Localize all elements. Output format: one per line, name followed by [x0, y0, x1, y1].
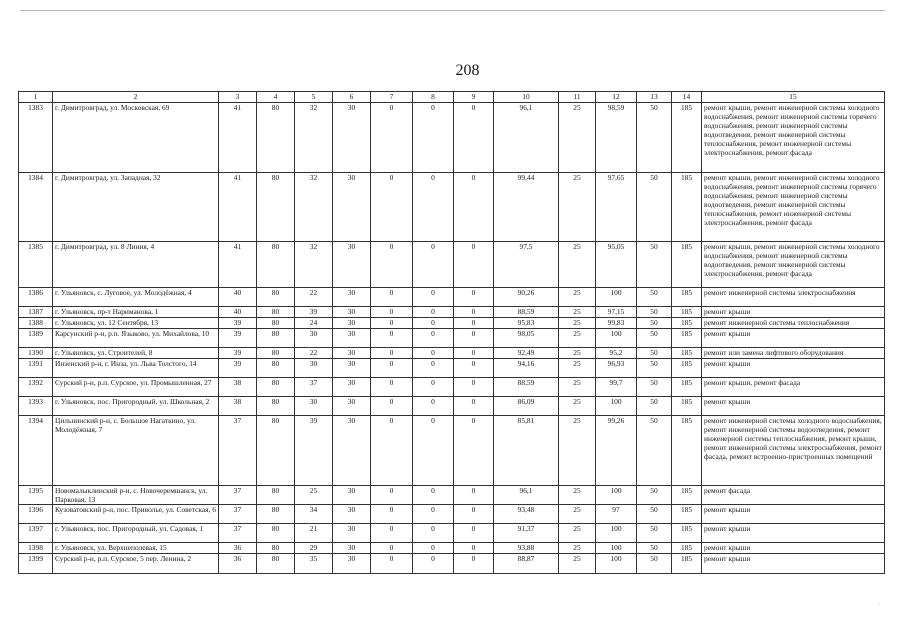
cell-col-5: 32	[295, 242, 333, 288]
cell-col-14: 185	[672, 348, 702, 359]
cell-col-2: г. Ульяновск, ул. Верхнеполевая, 15	[53, 543, 219, 554]
column-header-3: 3	[219, 92, 257, 103]
cell-col-7: 0	[371, 486, 413, 505]
cell-col-5: 37	[295, 378, 333, 397]
cell-col-5: 35	[295, 554, 333, 574]
cell-col-3: 37	[219, 416, 257, 486]
cell-col-9: 0	[454, 329, 494, 348]
cell-col-15: ремонт крыши	[702, 524, 885, 543]
table-row	[19, 288, 885, 307]
table-row	[19, 416, 885, 486]
cell-col-7: 0	[371, 416, 413, 486]
cell-col-3: 41	[219, 173, 257, 242]
column-header-5: 5	[295, 92, 333, 103]
cell-col-7: 0	[371, 242, 413, 288]
cell-col-14: 185	[672, 543, 702, 554]
cell-col-5: 24	[295, 318, 333, 329]
column-header-10: 10	[494, 92, 559, 103]
cell-col-12: 100	[596, 288, 637, 307]
table-row	[19, 543, 885, 554]
cell-col-6: 30	[333, 173, 371, 242]
cell-col-2: Сурский р-н, р.п. Сурское, 5 пер. Ленина, 2	[53, 554, 219, 574]
cell-col-11: 25	[559, 359, 596, 378]
cell-col-13: 50	[637, 543, 672, 554]
cell-col-1: 1390	[19, 348, 53, 359]
cell-col-1: 1396	[19, 505, 53, 524]
cell-col-1: 1394	[19, 416, 53, 486]
cell-col-11: 25	[559, 307, 596, 318]
cell-col-1: 1398	[19, 543, 53, 554]
cell-col-1: 1391	[19, 359, 53, 378]
cell-col-3: 36	[219, 543, 257, 554]
cell-col-5: 30	[295, 329, 333, 348]
page-number: 208	[455, 62, 480, 79]
cell-col-10: 96,1	[494, 103, 559, 173]
cell-col-4: 80	[257, 397, 295, 416]
table-body	[19, 103, 885, 574]
cell-col-12: 96,93	[596, 359, 637, 378]
cell-col-11: 25	[559, 348, 596, 359]
cell-col-11: 25	[559, 318, 596, 329]
cell-col-14: 185	[672, 318, 702, 329]
cell-col-10: 91,37	[494, 524, 559, 543]
cell-col-8: 0	[413, 543, 454, 554]
column-header-2: 2	[53, 92, 219, 103]
cell-col-5: 25	[295, 486, 333, 505]
top-rule	[20, 10, 885, 11]
cell-col-12: 98,59	[596, 103, 637, 173]
cell-col-1: 1397	[19, 524, 53, 543]
cell-col-7: 0	[371, 103, 413, 173]
cell-col-10: 88,87	[494, 554, 559, 574]
cell-col-4: 80	[257, 103, 295, 173]
cell-col-3: 40	[219, 307, 257, 318]
cell-col-12: 99,83	[596, 318, 637, 329]
cell-col-8: 0	[413, 348, 454, 359]
cell-col-2: г. Ульяновск, с. Луговое, ул. Молодёжная, 4	[53, 288, 219, 307]
cell-col-4: 80	[257, 348, 295, 359]
cell-col-2: г. Ульяновск, пр-т Нариманова, 1	[53, 307, 219, 318]
column-header-1: 1	[19, 92, 53, 103]
cell-col-7: 0	[371, 307, 413, 318]
cell-col-13: 50	[637, 359, 672, 378]
column-header-14: 14	[672, 92, 702, 103]
cell-col-2: Новомалыклинский р-н, с. Новочеремшанск, ул. Парковая, 13	[53, 486, 219, 505]
cell-col-5: 29	[295, 543, 333, 554]
cell-col-6: 30	[333, 348, 371, 359]
cell-col-12: 97,65	[596, 173, 637, 242]
cell-col-15: ремонт инженерной системы теплоснабжения	[702, 318, 885, 329]
table-row	[19, 378, 885, 397]
cell-col-10: 94,16	[494, 359, 559, 378]
table-row	[19, 505, 885, 524]
table-row	[19, 329, 885, 348]
cell-col-4: 80	[257, 329, 295, 348]
cell-col-3: 37	[219, 505, 257, 524]
cell-col-12: 99,26	[596, 416, 637, 486]
cell-col-6: 30	[333, 378, 371, 397]
cell-col-8: 0	[413, 416, 454, 486]
cell-col-14: 185	[672, 554, 702, 574]
cell-col-15: ремонт крыши	[702, 554, 885, 574]
cell-col-2: г. Димитровград, ул. 8 Линия, 4	[53, 242, 219, 288]
cell-col-2: г. Димитровград, ул. Западная, 32	[53, 173, 219, 242]
column-header-11: 11	[559, 92, 596, 103]
cell-col-14: 185	[672, 103, 702, 173]
cell-col-11: 25	[559, 329, 596, 348]
cell-col-2: г. Димитровград, ул. Московская, 69	[53, 103, 219, 173]
column-header-4: 4	[257, 92, 295, 103]
column-header-7: 7	[371, 92, 413, 103]
column-header-8: 8	[413, 92, 454, 103]
cell-col-5: 39	[295, 416, 333, 486]
cell-col-13: 50	[637, 486, 672, 505]
cell-col-3: 39	[219, 359, 257, 378]
cell-col-13: 50	[637, 103, 672, 173]
cell-col-1: 1387	[19, 307, 53, 318]
cell-col-7: 0	[371, 378, 413, 397]
cell-col-7: 0	[371, 524, 413, 543]
cell-col-4: 80	[257, 242, 295, 288]
cell-col-3: 36	[219, 554, 257, 574]
cell-col-5: 32	[295, 103, 333, 173]
cell-col-5: 22	[295, 288, 333, 307]
cell-col-2: Инзенский р-н, г. Инза, ул. Льва Толстого, 14	[53, 359, 219, 378]
cell-col-8: 0	[413, 173, 454, 242]
cell-col-1: 1385	[19, 242, 53, 288]
cell-col-14: 185	[672, 486, 702, 505]
cell-col-11: 25	[559, 505, 596, 524]
cell-col-6: 30	[333, 554, 371, 574]
cell-col-10: 95,83	[494, 318, 559, 329]
cell-col-5: 21	[295, 524, 333, 543]
cell-col-4: 80	[257, 288, 295, 307]
cell-col-3: 38	[219, 397, 257, 416]
cell-col-3: 37	[219, 486, 257, 505]
cell-col-9: 0	[454, 359, 494, 378]
cell-col-10: 97,5	[494, 242, 559, 288]
cell-col-6: 30	[333, 486, 371, 505]
cell-col-15: ремонт крыши	[702, 543, 885, 554]
cell-col-12: 100	[596, 543, 637, 554]
cell-col-13: 50	[637, 329, 672, 348]
cell-col-6: 30	[333, 505, 371, 524]
cell-col-4: 80	[257, 378, 295, 397]
table-row	[19, 242, 885, 288]
cell-col-14: 185	[672, 359, 702, 378]
cell-col-9: 0	[454, 307, 494, 318]
cell-col-9: 0	[454, 103, 494, 173]
cell-col-5: 30	[295, 359, 333, 378]
cell-col-13: 50	[637, 288, 672, 307]
column-header-13: 13	[637, 92, 672, 103]
cell-col-4: 80	[257, 318, 295, 329]
cell-col-3: 41	[219, 242, 257, 288]
cell-col-7: 0	[371, 505, 413, 524]
cell-col-13: 50	[637, 397, 672, 416]
column-header-9: 9	[454, 92, 494, 103]
cell-col-8: 0	[413, 554, 454, 574]
cell-col-3: 38	[219, 378, 257, 397]
cell-col-8: 0	[413, 397, 454, 416]
cell-col-7: 0	[371, 288, 413, 307]
cell-col-4: 80	[257, 543, 295, 554]
cell-col-7: 0	[371, 329, 413, 348]
cell-col-9: 0	[454, 505, 494, 524]
cell-col-10: 88,59	[494, 307, 559, 318]
cell-col-11: 25	[559, 397, 596, 416]
cell-col-10: 88,59	[494, 378, 559, 397]
cell-col-12: 97,15	[596, 307, 637, 318]
table-row	[19, 486, 885, 505]
cell-col-7: 0	[371, 348, 413, 359]
cell-col-8: 0	[413, 242, 454, 288]
cell-col-11: 25	[559, 554, 596, 574]
cell-col-14: 185	[672, 242, 702, 288]
cell-col-13: 50	[637, 524, 672, 543]
cell-col-13: 50	[637, 378, 672, 397]
cell-col-12: 100	[596, 397, 637, 416]
cell-col-15: ремонт крыши	[702, 397, 885, 416]
cell-col-6: 30	[333, 416, 371, 486]
cell-col-7: 0	[371, 554, 413, 574]
cell-col-8: 0	[413, 103, 454, 173]
cell-col-14: 185	[672, 329, 702, 348]
cell-col-9: 0	[454, 378, 494, 397]
cell-col-14: 185	[672, 307, 702, 318]
cell-col-4: 80	[257, 486, 295, 505]
cell-col-9: 0	[454, 242, 494, 288]
table-row	[19, 348, 885, 359]
cell-col-10: 99,44	[494, 173, 559, 242]
cell-col-13: 50	[637, 173, 672, 242]
cell-col-4: 80	[257, 359, 295, 378]
cell-col-5: 34	[295, 505, 333, 524]
cell-col-15: ремонт крыши, ремонт фасада	[702, 378, 885, 397]
cell-col-6: 30	[333, 242, 371, 288]
cell-col-11: 25	[559, 416, 596, 486]
cell-col-8: 0	[413, 486, 454, 505]
cell-col-14: 185	[672, 416, 702, 486]
cell-col-14: 185	[672, 397, 702, 416]
cell-col-12: 99,7	[596, 378, 637, 397]
cell-col-10: 92,49	[494, 348, 559, 359]
cell-col-9: 0	[454, 543, 494, 554]
cell-col-1: 1393	[19, 397, 53, 416]
cell-col-4: 80	[257, 173, 295, 242]
header-row	[19, 92, 885, 103]
cell-col-2: Цильнинский р-н, с. Большое Нагаткино, ул. Молодёжная, 7	[53, 416, 219, 486]
cell-col-5: 30	[295, 397, 333, 416]
cell-col-1: 1386	[19, 288, 53, 307]
cell-col-15: ремонт крыши, ремонт инженерной системы холодного водоснабжения, ремонт инженерной системы горячего водоснабжения, ремонт инженерной системы водоотведения, ремонт инженерной системы теплоснабжения, ремонт инженерной системы электроснабжения, ремонт фасада	[702, 173, 885, 242]
cell-col-12: 95,05	[596, 242, 637, 288]
cell-col-11: 25	[559, 486, 596, 505]
cell-col-9: 0	[454, 554, 494, 574]
cell-col-3: 40	[219, 288, 257, 307]
cell-col-13: 50	[637, 318, 672, 329]
cell-col-15: ремонт крыши	[702, 329, 885, 348]
cell-col-14: 185	[672, 378, 702, 397]
cell-col-1: 1395	[19, 486, 53, 505]
cell-col-4: 80	[257, 307, 295, 318]
cell-col-15: ремонт крыши	[702, 505, 885, 524]
cell-col-15: ремонт или замена лифтового оборудования	[702, 348, 885, 359]
cell-col-15: ремонт крыши, ремонт инженерной системы холодного водоснабжения, ремонт инженерной системы горячего водоснабжения, ремонт инженерной системы водоотведения, ремонт инженерной системы теплоснабжения, ремонт инженерной системы электроснабжения, ремонт фасада	[702, 103, 885, 173]
cell-col-7: 0	[371, 318, 413, 329]
column-header-12: 12	[596, 92, 637, 103]
cell-col-10: 93,48	[494, 505, 559, 524]
cell-col-2: г. Ульяновск, ул. 12 Сентября, 13	[53, 318, 219, 329]
cell-col-13: 50	[637, 348, 672, 359]
cell-col-13: 50	[637, 505, 672, 524]
cell-col-13: 50	[637, 416, 672, 486]
cell-col-1: 1383	[19, 103, 53, 173]
cell-col-1: 1384	[19, 173, 53, 242]
cell-col-12: 100	[596, 554, 637, 574]
cell-col-12: 95,2	[596, 348, 637, 359]
cell-col-14: 185	[672, 505, 702, 524]
cell-col-9: 0	[454, 397, 494, 416]
cell-col-15: ремонт крыши	[702, 359, 885, 378]
cell-col-2: г. Ульяновск, ул. Строителей, 8	[53, 348, 219, 359]
table-row	[19, 397, 885, 416]
cell-col-5: 32	[295, 173, 333, 242]
cell-col-13: 50	[637, 242, 672, 288]
cell-col-9: 0	[454, 348, 494, 359]
cell-col-9: 0	[454, 288, 494, 307]
cell-col-4: 80	[257, 554, 295, 574]
cell-col-13: 50	[637, 554, 672, 574]
cell-col-10: 85,81	[494, 416, 559, 486]
cell-col-7: 0	[371, 543, 413, 554]
cell-col-11: 25	[559, 103, 596, 173]
cell-col-4: 80	[257, 505, 295, 524]
cell-col-4: 80	[257, 524, 295, 543]
cell-col-2: Карсунский р-н, р.п. Языково, ул. Михайлова, 10	[53, 329, 219, 348]
cell-col-2: г. Ульяновск, пос. Пригородный, ул. Школьная, 2	[53, 397, 219, 416]
column-header-15: 15	[702, 92, 885, 103]
cell-col-3: 41	[219, 103, 257, 173]
cell-col-9: 0	[454, 416, 494, 486]
cell-col-10: 98,05	[494, 329, 559, 348]
cell-col-5: 22	[295, 348, 333, 359]
cell-col-15: ремонт инженерной системы электроснабжения	[702, 288, 885, 307]
cell-col-9: 0	[454, 173, 494, 242]
cell-col-6: 30	[333, 288, 371, 307]
cell-col-7: 0	[371, 397, 413, 416]
cell-col-10: 90,26	[494, 288, 559, 307]
cell-col-6: 30	[333, 318, 371, 329]
cell-col-5: 39	[295, 307, 333, 318]
cell-col-3: 39	[219, 348, 257, 359]
cell-col-9: 0	[454, 486, 494, 505]
cell-col-15: ремонт крыши, ремонт инженерной системы холодного водоснабжения, ремонт инженерной системы водоотведения, ремонт инженерной системы электроснабжения, ремонт фасада	[702, 242, 885, 288]
cell-col-15: ремонт фасада	[702, 486, 885, 505]
cell-col-11: 25	[559, 378, 596, 397]
cell-col-1: 1399	[19, 554, 53, 574]
cell-col-8: 0	[413, 359, 454, 378]
register-table	[18, 91, 885, 574]
cell-col-9: 0	[454, 524, 494, 543]
cell-col-10: 96,1	[494, 486, 559, 505]
cell-col-8: 0	[413, 288, 454, 307]
cell-col-8: 0	[413, 329, 454, 348]
cell-col-2: г. Ульяновск, пос. Пригородный, ул. Садовая, 1	[53, 524, 219, 543]
cell-col-1: 1392	[19, 378, 53, 397]
cell-col-11: 25	[559, 288, 596, 307]
cell-col-12: 100	[596, 486, 637, 505]
cell-col-14: 185	[672, 524, 702, 543]
column-header-6: 6	[333, 92, 371, 103]
cell-col-14: 185	[672, 288, 702, 307]
cell-col-11: 25	[559, 543, 596, 554]
cell-col-11: 25	[559, 524, 596, 543]
cell-col-3: 39	[219, 329, 257, 348]
table-row	[19, 318, 885, 329]
cell-col-9: 0	[454, 318, 494, 329]
cell-col-10: 93,88	[494, 543, 559, 554]
cell-col-7: 0	[371, 173, 413, 242]
cell-col-8: 0	[413, 378, 454, 397]
cell-col-15: ремонт инженерной системы холодного водоснабжения, ремонт инженерной системы водоотведения, ремонт инженерной системы теплоснабжения, ремонт крыши, ремонт инженерной системы электроснабжения, ремонт фасада, ремонт встроенно-пристроенных помещений	[702, 416, 885, 486]
cell-col-12: 100	[596, 524, 637, 543]
table-row	[19, 103, 885, 173]
cell-col-11: 25	[559, 173, 596, 242]
cell-col-1: 1388	[19, 318, 53, 329]
cell-col-3: 39	[219, 318, 257, 329]
cell-col-7: 0	[371, 359, 413, 378]
table-row	[19, 554, 885, 574]
cell-col-8: 0	[413, 318, 454, 329]
cell-col-6: 30	[333, 359, 371, 378]
cell-col-12: 100	[596, 329, 637, 348]
table-row	[19, 173, 885, 242]
cell-col-6: 30	[333, 524, 371, 543]
cell-col-10: 86,09	[494, 397, 559, 416]
cell-col-12: 97	[596, 505, 637, 524]
cell-col-6: 30	[333, 103, 371, 173]
cell-col-2: Кузоватовский р-н, пос. Приволье, ул. Советская, 6	[53, 505, 219, 524]
cell-col-13: 50	[637, 307, 672, 318]
scan-mark: ·	[878, 600, 881, 609]
cell-col-15: ремонт крыши	[702, 307, 885, 318]
table-row	[19, 307, 885, 318]
cell-col-2: Сурский р-н, р.п. Сурское, ул. Промышленная, 27	[53, 378, 219, 397]
cell-col-6: 30	[333, 307, 371, 318]
table-row	[19, 524, 885, 543]
cell-col-6: 30	[333, 397, 371, 416]
cell-col-6: 30	[333, 329, 371, 348]
cell-col-8: 0	[413, 505, 454, 524]
cell-col-8: 0	[413, 524, 454, 543]
cell-col-8: 0	[413, 307, 454, 318]
cell-col-6: 30	[333, 543, 371, 554]
table-row	[19, 359, 885, 378]
cell-col-3: 37	[219, 524, 257, 543]
cell-col-1: 1389	[19, 329, 53, 348]
cell-col-4: 80	[257, 416, 295, 486]
cell-col-14: 185	[672, 173, 702, 242]
cell-col-11: 25	[559, 242, 596, 288]
